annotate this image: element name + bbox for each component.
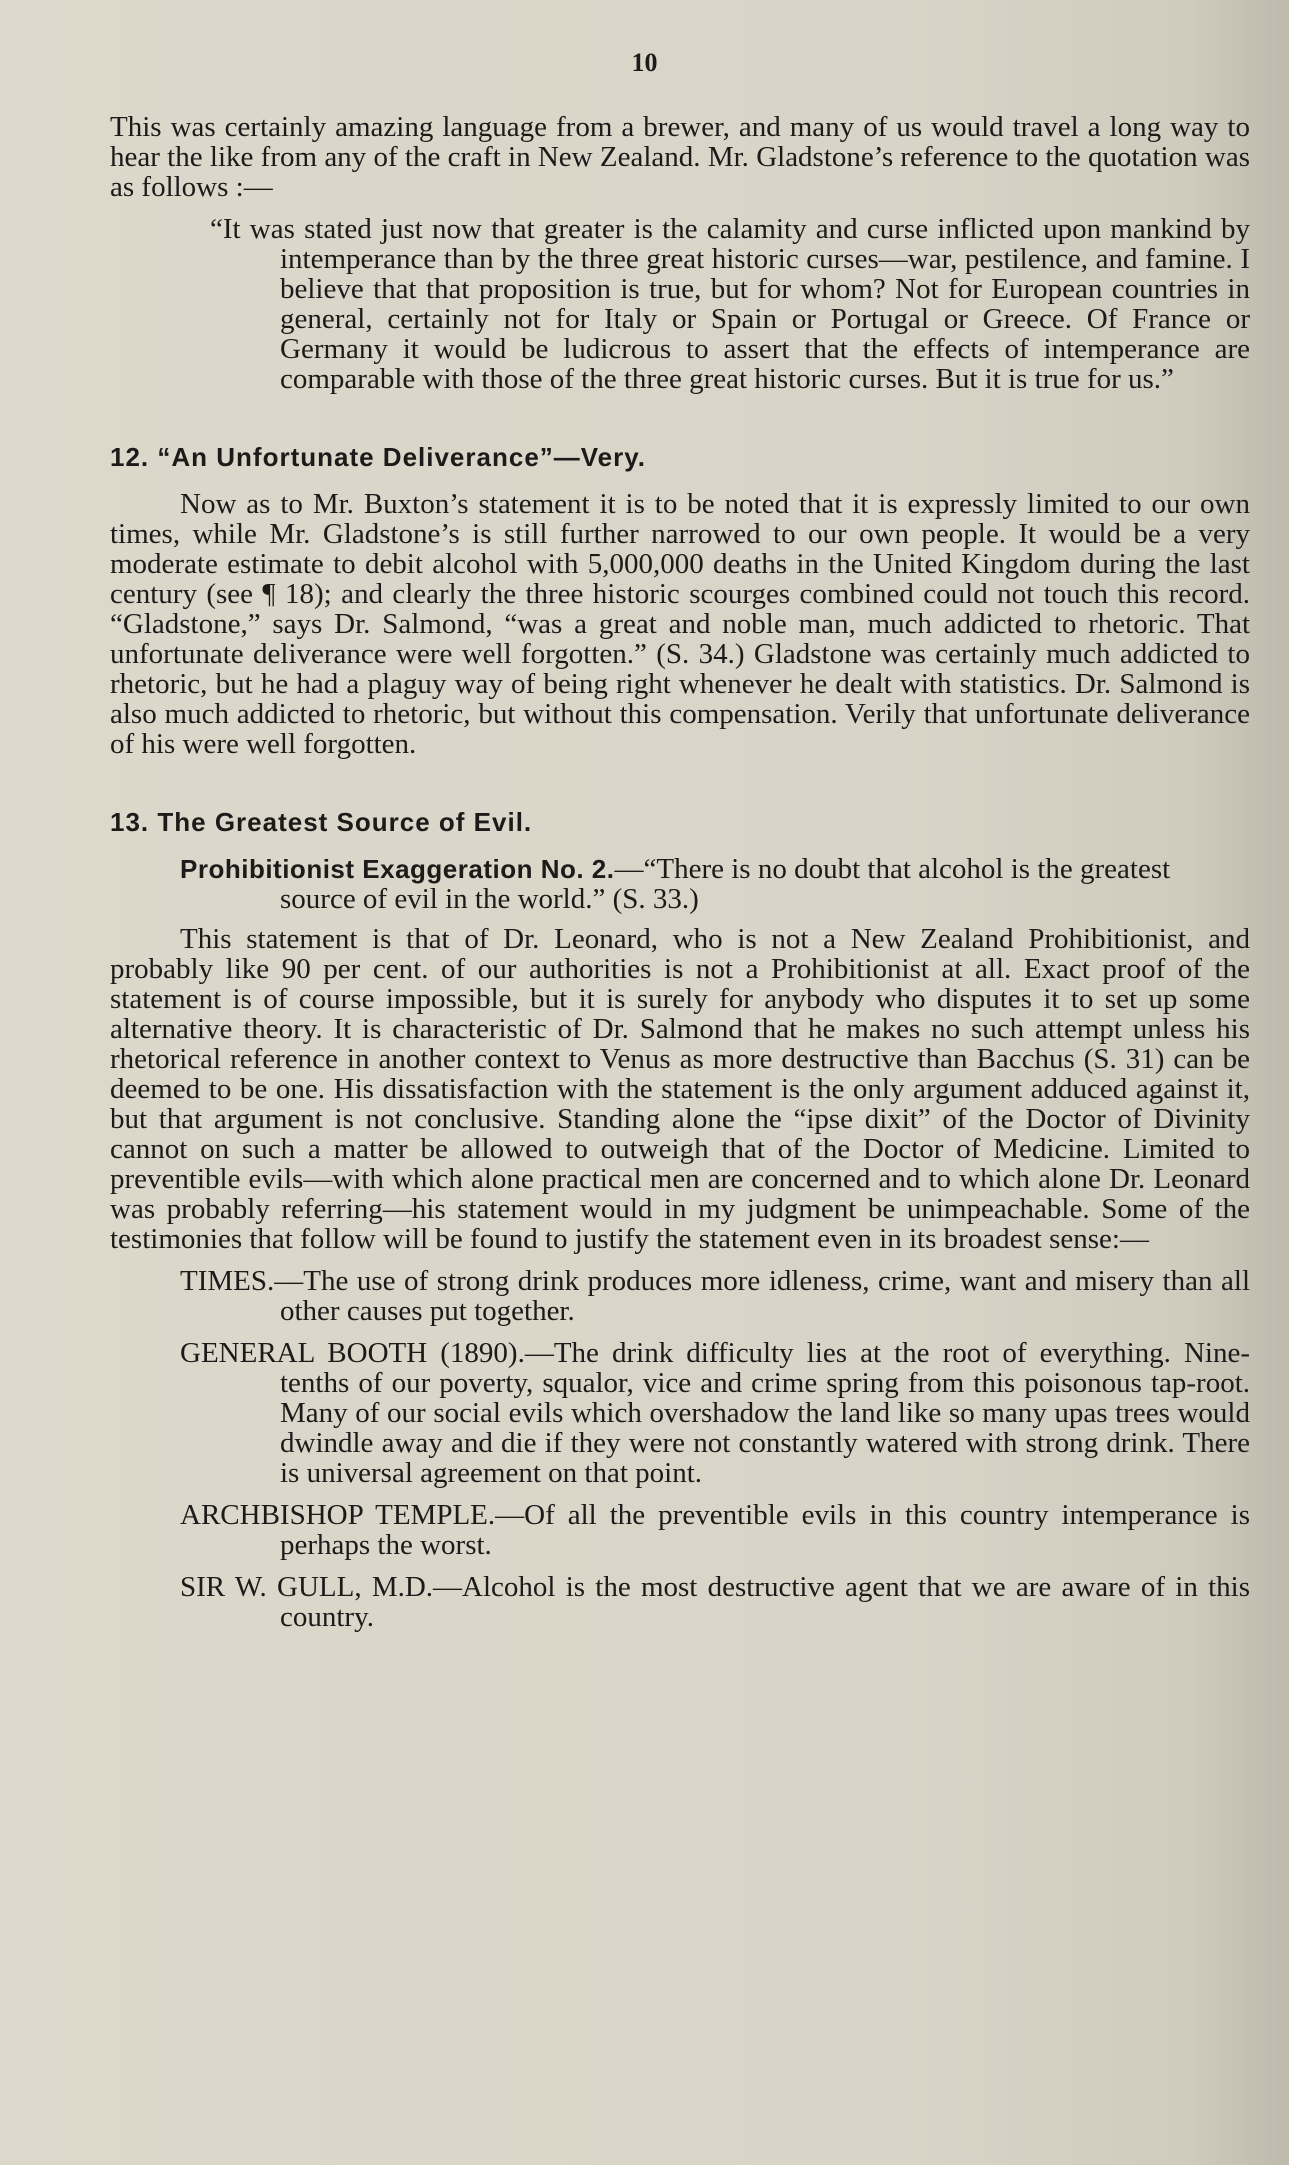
exaggeration-statement bbox=[110, 854, 1250, 914]
intro-paragraph: This was certainly amazing language from a brewer, and many of us would travel a long way to hear the like from any of the craft in New Zealand. Mr. Gladstone’s reference to the quotation was as follows :— bbox=[110, 111, 1250, 203]
gladstone-quote: “It was stated just now that greater is the calamity and curse inflicted upon mankind by intemperance than by the three great historic curses—war, pestilence, and famine. I believe that that proposition is true, but for whom? Not for European countries in general, certainly not for Italy or Spain or Portugal or Greece. Of France or Germany it would be ludicrous to assert that the effects of intemperance are comparable with those of the three great historic curses. But it is true for us.” bbox=[210, 213, 1250, 395]
testimony-sir-w-gull: SIR W. GULL, M.D.—Alcohol is the most destructive agent that we are aware of in this country. bbox=[180, 1571, 1250, 1633]
section-13-heading: 13. The Greatest Source of Evil. bbox=[110, 807, 533, 837]
exaggeration-text: —“There is no doubt that alcohol is the greatest source of evil in the world.” (S. 33.) bbox=[280, 853, 1171, 915]
page-number: 10 bbox=[631, 48, 658, 77]
exaggeration-label: Prohibitionist Exaggeration No. 2. bbox=[180, 854, 615, 884]
section-13-paragraph: This statement is that of Dr. Leonard, who is not a New Zealand Prohibitionist, and probably like 90 per cent. of our authorities is not a Prohibitionist at all. Exact proof of the statement is of course impossible, but it is surely for anybody who disputes it to set up some alternative theory. It is characteristic of Dr. Salmond that he makes no such attempt unless his rhetorical reference in another context to Venus as more destructive than Bacchus (S. 31) can be deemed to be one. His dissatisfaction with the statement is the only argument adduced against it, but that argument is not conclusive. Standing alone the “ipse dixit” of the Doctor of Divinity cannot on such a matter be allowed to outweigh that of the Doctor of Medicine. Limited to preventible evils—with which alone practical men are concerned and to which alone Dr. Leonard was probably referring—his statement would in my judgment be unimpeachable. Some of the testimonies that follow will be found to justify the statement even in its broadest sense:— bbox=[110, 923, 1250, 1255]
section-12-paragraph: Now as to Mr. Buxton’s statement it is to be noted that it is expressly limited to our own times, while Mr. Gladstone’s is still further narrowed to our own people. It would be a very moderate estimate to debit alcohol with 5,000,000 deaths in the United Kingdom during the last century (see ¶ 18); and clearly the three historic scourges combined could not touch this record. “Gladstone,” says Dr. Salmond, “was a great and noble man, much addicted to rhetoric. That unfortunate deliverance were well forgotten.” (S. 34.) Gladstone was certainly much addicted to rhetoric, but he had a plaguy way of being right whenever he dealt with statistics. Dr. Salmond is also much addicted to rhetoric, but without this compensation. Verily that unfortunate deliverance of his were well forgotten. bbox=[110, 488, 1250, 760]
testimony-times: TIMES.—The use of strong drink produces more idleness, crime, want and misery than all other causes put together. bbox=[180, 1265, 1250, 1327]
testimony-general-booth: GENERAL BOOTH (1890).—The drink difficulty lies at the root of everything. Nine-tenths of our poverty, squalor, vice and crime spring from this poisonous tap-root. Many of our social evils which overshadow the land like so many upas trees would dwindle away and die if they were not constantly watered with strong drink. There is universal agreement on that point. bbox=[180, 1337, 1250, 1489]
page-content bbox=[110, 112, 1250, 1632]
testimony-archbishop-temple: ARCHBISHOP TEMPLE.—Of all the preventible evils in this country intemperance is perhaps the worst. bbox=[180, 1499, 1250, 1561]
section-12-heading: 12. “An Unfortunate Deliverance”—Very. bbox=[110, 442, 647, 472]
